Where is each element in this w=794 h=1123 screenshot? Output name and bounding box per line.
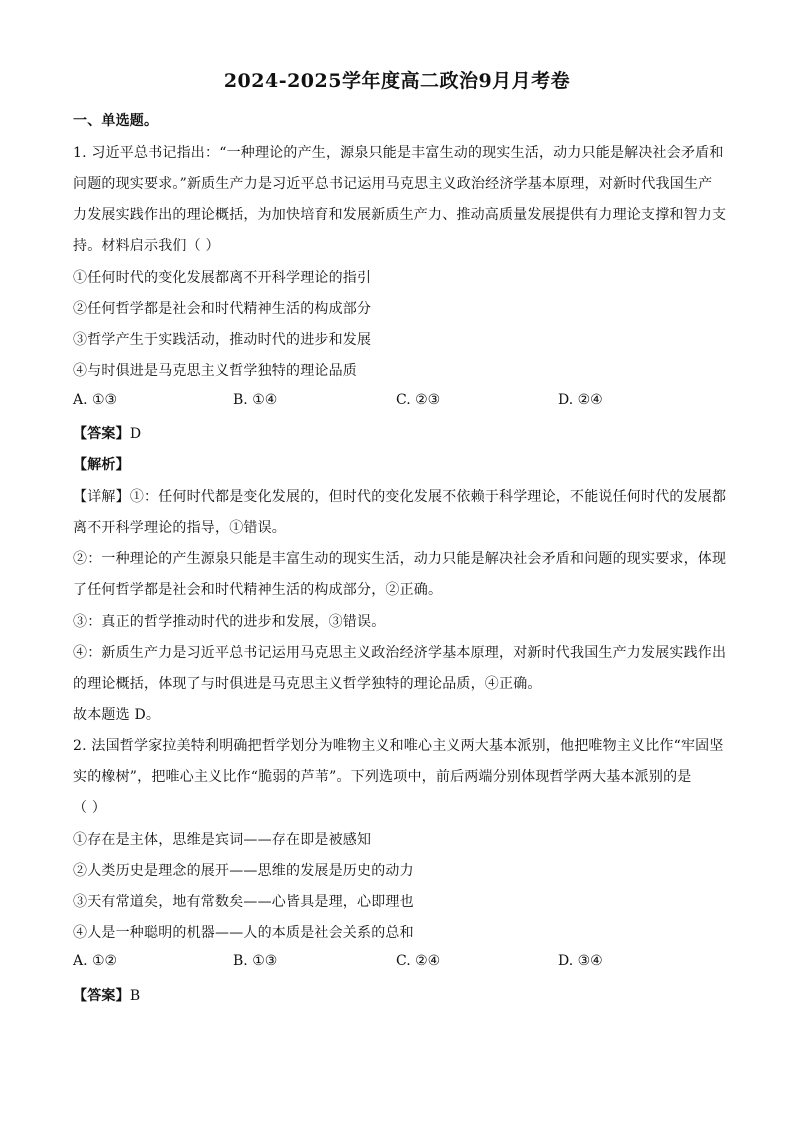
q1-detail-line-3: ②：一种理论的产生源泉只能是丰富生动的现实生活，动力只能是解决社会矛盾和问题的现实要求，体现 [73,551,727,567]
q1-item-1: ①任何时代的变化发展都离不开科学理论的指引 [73,270,372,286]
q1-option-a: A. ①③ [73,392,118,408]
q2-stem-line-3: （ ） [73,800,107,816]
q1-detail-line-4: 了任何哲学都是社会和时代精神生活的构成部分，②正确。 [73,582,443,598]
answer-value: B [129,988,141,1004]
answer-tag: 【答案】 [73,988,130,1004]
q1-detail-line-6: ④：新质生产力是习近平总书记运用马克思主义政治经济学基本原理，对新时代我国生产力发展实践作出 [73,645,727,661]
q1-detail-line-2: 离不开科学理论的指导，①错误。 [73,520,286,536]
q2-option-b: B. ①③ [233,953,278,969]
q1-item-2: ②任何哲学都是社会和时代精神生活的构成部分 [73,301,372,317]
q1-detail-line-8: 故本题选 D。 [73,707,161,723]
q2-item-2: ②人类历史是理念的展开——思维的发展是历史的动力 [73,863,414,879]
q1-item-4: ④与时俱进是马克思主义哲学独特的理论品质 [73,363,357,379]
q2-option-c: C. ②④ [396,953,441,969]
q1-stem-line-3: 力发展实践作出的理论概括，为加快培育和发展新质生产力、推动高质量发展提供有力理论支撑和智力支 [73,207,727,223]
q1-detail-line-5: ③：真正的哲学推动时代的进步和发展，③错误。 [73,614,386,630]
detail-tag: 【详解】 [73,489,130,505]
answer-value: D [129,426,142,442]
q1-stem-line-4: 持。材料启示我们（ ） [73,238,220,254]
q2-stem-line-1: 2. 法国哲学家拉美特利明确把哲学划分为唯物主义和唯心主义两大基本派别，他把唯物主义比作“牢固坚 [73,738,724,754]
q1-analysis-heading [73,454,733,474]
analysis-tag: 【解析】 [73,457,130,473]
page-title: 2024-2025学年度高二政治9月月考卷 [223,70,571,92]
q2-answer [73,985,733,1005]
q1-detail-line-7: 的理论概括，体现了与时俱进是马克思主义哲学独特的理论品质，④正确。 [73,676,542,692]
answer-tag: 【答案】 [73,426,130,442]
q1-option-c: C. ②③ [396,392,441,408]
section-heading: 一、单选题。 [73,113,159,129]
q2-option-d: D. ③④ [558,953,603,969]
q2-item-4: ④人是一种聪明的机器——人的本质是社会关系的总和 [73,925,414,941]
q1-stem-line-2: 问题的现实要求。”新质生产力是习近平总书记运用马克思主义政治经济学基本原理，对新时代我国生产 [73,176,713,192]
q1-stem-line-1: 1. 习近平总书记指出：“一种理论的产生，源泉只能是丰富生动的现实生活，动力只能是解决社会矛盾和 [73,145,724,161]
detail-text: ①：任何时代都是变化发展的，但时代的变化发展不依赖于科学理论，不能说任何时代的发展都 [129,489,727,505]
q2-stem-line-2: 实的橡树”，把唯心主义比作“脆弱的芦苇”。下列选项中，前后两端分别体现哲学两大基本派别的是 [73,769,692,785]
q2-item-1: ①存在是主体，思维是宾词——存在即是被感知 [73,832,372,848]
q2-option-a: A. ①② [73,953,118,969]
q1-detail-line-1 [73,486,733,506]
q1-answer [73,423,733,443]
q1-option-d: D. ②④ [558,392,603,408]
q2-item-3: ③天有常道矣，地有常数矣——心皆具是理，心即理也 [73,894,414,910]
q1-option-b: B. ①④ [233,392,278,408]
q1-item-3: ③哲学产生于实践活动，推动时代的进步和发展 [73,332,372,348]
